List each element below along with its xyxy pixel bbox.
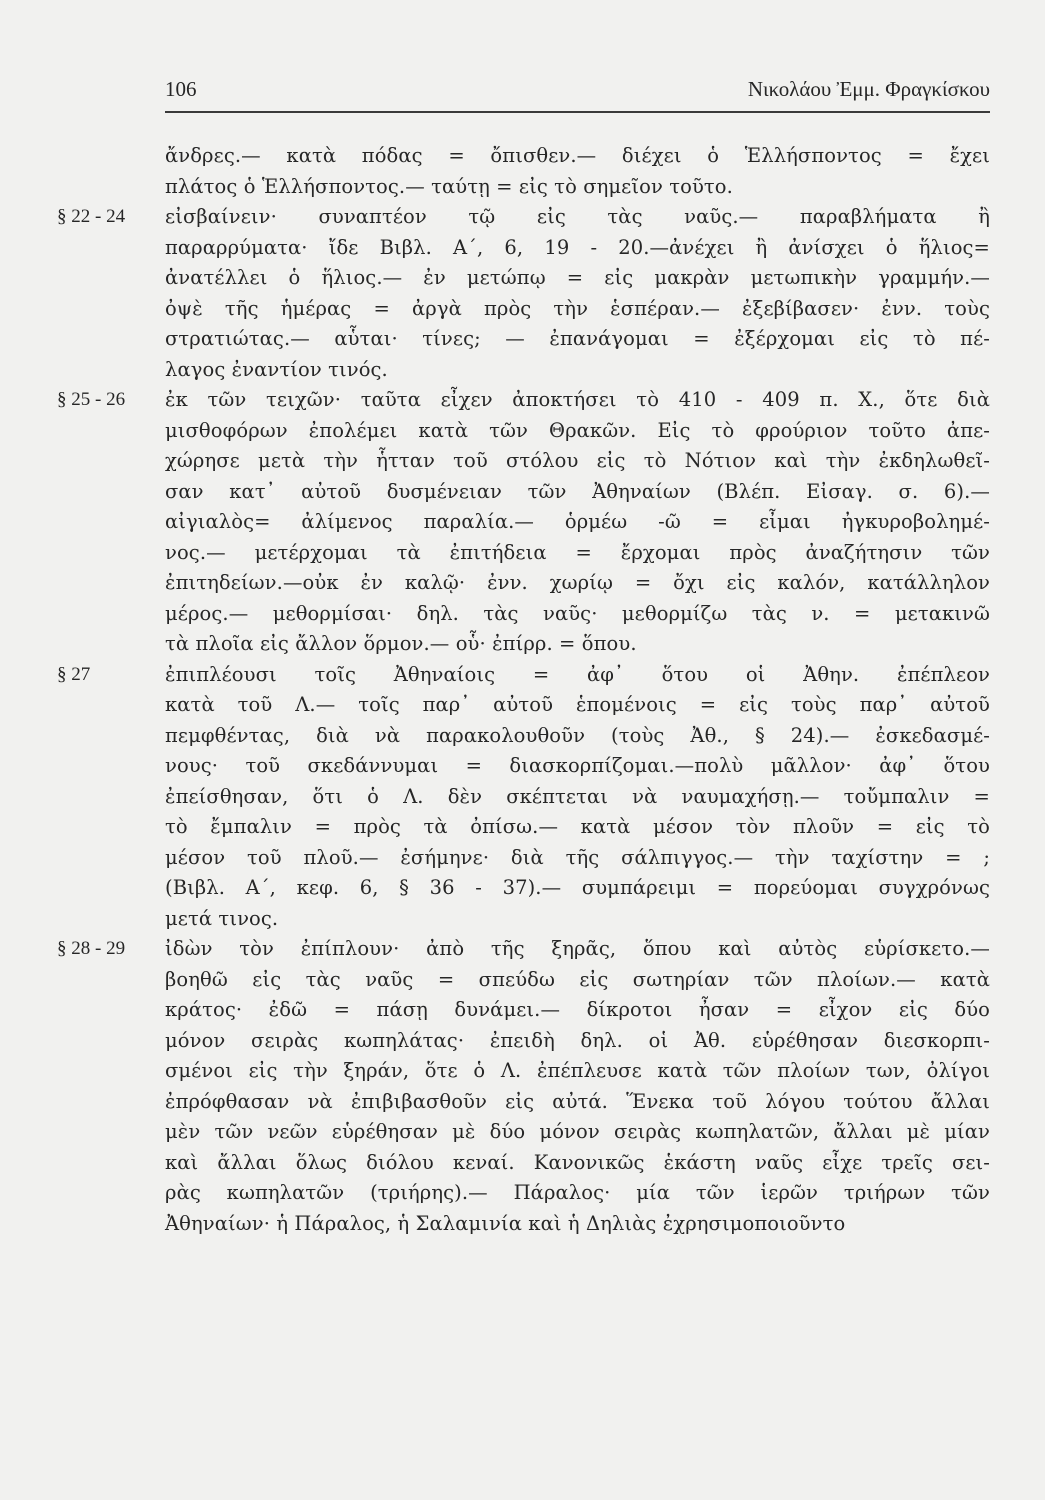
text-line: μόνον σειρὰς κωπηλάτας· ἐπειδὴ δηλ. οἱ Ἀθ. εὑρέθησαν διεσκορπι- bbox=[165, 1028, 990, 1052]
text-line: πλάτος ὁ Ἑλλήσποντος.— ταύτῃ = εἰς τὸ σημεῖον τοῦτο. bbox=[165, 174, 733, 198]
text-line: ἐπιτηδείων.—οὐκ ἐν καλῷ· ἐνν. χωρίῳ = ὄχι εἰς καλόν, κατάλληλον bbox=[165, 571, 990, 594]
text-line: νος.— μετέρχομαι τὰ ἐπιτήδεια = ἔρχομαι πρὸς ἀναζήτησιν τῶν bbox=[165, 540, 990, 564]
text-line: ἀνατέλλει ὁ ἥλιος.— ἐν μετώπῳ = εἰς μακρὰν μετωπικὴν γραμμήν.— bbox=[165, 266, 990, 289]
text-line: Ἀθηναίων· ἡ Πάραλος, ἡ Σαλαμινία καὶ ἡ Δηλιὰς ἐχρησιμοποιοῦντο bbox=[165, 1211, 846, 1235]
text-line: καὶ ἄλλαι ὅλως διόλου κεναί. Κανονικῶς ἑκάστη ναῦς εἶχε τρεῖς σει- bbox=[165, 1150, 990, 1174]
text-line: πεμφθέντας, διὰ νὰ παρακολουθοῦν (τοὺς Ἀθ., § 24).— ἐσκεδασμέ- bbox=[165, 723, 990, 747]
text-line: ἐπιπλέουσι τοῖς Ἀθηναίοις = ἀφ᾽ ὅτου οἱ Ἀθην. ἐπέπλεον bbox=[165, 662, 990, 686]
header-rule bbox=[165, 111, 990, 113]
text-line: χώρησε μετὰ τὴν ἧτταν τοῦ στόλου εἰς τὸ Νότιον καὶ τὴν ἐκδηλωθεῖ- bbox=[165, 449, 990, 472]
commentary-paragraph bbox=[57, 934, 990, 1239]
commentary-paragraph bbox=[165, 141, 990, 202]
text-line: βοηθῶ εἰς τὰς ναῦς = σπεύδω εἰς σωτηρίαν τῶν πλοίων.— κατὰ bbox=[165, 967, 990, 991]
text-line: μὲν τῶν νεῶν εὑρέθησαν μὲ δύο μόνον σειρὰς κωπηλατῶν, ἄλλαι μὲ μίαν bbox=[165, 1120, 990, 1143]
page-header bbox=[165, 77, 990, 107]
text-line: ἐπείσθησαν, ὅτι ὁ Λ. δὲν σκέπτεται νὰ ναυμαχήσῃ.— τοὔμπαλιν = bbox=[165, 784, 990, 808]
text-line: μετά τινος. bbox=[165, 906, 279, 930]
text-line: κατὰ τοῦ Λ.— τοῖς παρ᾽ αὐτοῦ ἑπομένοις = εἰς τοὺς παρ᾽ αὐτοῦ bbox=[165, 693, 990, 716]
text-line: τὸ ἔμπαλιν = πρὸς τὰ ὀπίσω.— κατὰ μέσον τὸν πλοῦν = εἰς τὸ bbox=[165, 815, 990, 838]
text-line: λαγος ἐναντίον τινός. bbox=[165, 357, 388, 381]
text-line: τὰ πλοῖα εἰς ἄλλον ὅρμον.— οὗ· ἐπίρρ. = ὅπου. bbox=[165, 632, 637, 655]
text-line: εἰσβαίνειν· συναπτέον τῷ εἰς τὰς ναῦς.— παραβλήματα ἢ bbox=[165, 205, 990, 228]
section-marker: § 28 - 29 bbox=[57, 938, 126, 959]
running-title: Νικολάου Ἐμμ. Φραγκίσκου bbox=[747, 77, 990, 101]
commentary-paragraph bbox=[57, 385, 990, 660]
commentary-paragraph bbox=[57, 660, 990, 935]
text-line: μέρος.— μεθορμίσαι· δηλ. τὰς ναῦς· μεθορμίζω τὰς ν. = μετακινῶ bbox=[165, 601, 990, 625]
commentary-body bbox=[57, 141, 990, 1239]
text-line: νους· τοῦ σκεδάννυμαι = διασκορπίζομαι.—πολὺ μᾶλλον· ἀφ᾽ ὅτου bbox=[165, 754, 990, 777]
text-line: ἄνδρες.— κατὰ πόδας = ὄπισθεν.— διέχει ὁ Ἑλλήσποντος = ἔχει bbox=[165, 144, 990, 167]
text-line: ρὰς κωπηλατῶν (τριήρης).— Πάραλος· μία τῶν ἱερῶν τριήρων τῶν bbox=[165, 1181, 990, 1204]
section-marker: § 22 - 24 bbox=[57, 206, 126, 227]
section-marker: § 25 - 26 bbox=[57, 389, 126, 410]
text-line: ἰδὼν τὸν ἐπίπλουν· ἀπὸ τῆς ξηρᾶς, ὅπου καὶ αὐτὸς εὑρίσκετο.— bbox=[165, 937, 990, 960]
text-line: μισθοφόρων ἐπολέμει κατὰ τῶν Θρακῶν. Εἰς τὸ φρούριον τοῦτο ἀπε- bbox=[165, 418, 990, 442]
text-line: ἐπρόφθασαν νὰ ἐπιβιβασθοῦν εἰς αὐτά. Ἕνεκα τοῦ λόγου τούτου ἄλλαι bbox=[165, 1089, 990, 1113]
text-line: ἐκ τῶν τειχῶν· ταῦτα εἶχεν ἀποκτήσει τὸ 410 - 409 π. Χ., ὅτε διὰ bbox=[165, 388, 990, 411]
text-line: σαν κατ᾽ αὐτοῦ δυσμένειαν τῶν Ἀθηναίων (Βλέπ. Εἰσαγ. σ. 6).— bbox=[165, 479, 990, 503]
text-line: κράτος· ἐδῶ = πάσῃ δυνάμει.— δίκροτοι ἦσαν = εἶχον εἰς δύο bbox=[165, 998, 990, 1021]
text-line: στρατιώτας.— αὗται· τίνες; — ἐπανάγομαι = ἐξέρχομαι εἰς τὸ πέ- bbox=[165, 327, 990, 350]
commentary-paragraph bbox=[57, 202, 990, 385]
text-line: σμένοι εἰς τὴν ξηράν, ὅτε ὁ Λ. ἐπέπλευσε κατὰ τῶν πλοίων των, ὀλίγοι bbox=[165, 1059, 990, 1082]
text-line: αἰγιαλὸς= ἀλίμενος παραλία.— ὁρμέω -ῶ = εἶμαι ἠγκυροβολημέ- bbox=[165, 510, 990, 533]
section-marker: § 27 bbox=[57, 663, 91, 685]
text-line: μέσον τοῦ πλοῦ.— ἐσήμηνε· διὰ τῆς σάλπιγγος.— τὴν ταχίστην = ; bbox=[165, 845, 990, 869]
text-line: ὀψὲ τῆς ἡμέρας = ἀργὰ πρὸς τὴν ἑσπέραν.— ἐξεβίβασεν· ἐνν. τοὺς bbox=[165, 296, 990, 320]
text-line: παραρρύματα· ἴδε Βιβλ. Α΄, 6, 19 - 20.—ἀνέχει ἢ ἀνίσχει ὁ ἥλιος= bbox=[165, 235, 990, 259]
text-line: (Βιβλ. Α΄, κεφ. 6, § 36 - 37).— συμπάρειμι = πορεύομαι συγχρόνως bbox=[165, 876, 990, 899]
page-number: 106 bbox=[165, 77, 197, 101]
